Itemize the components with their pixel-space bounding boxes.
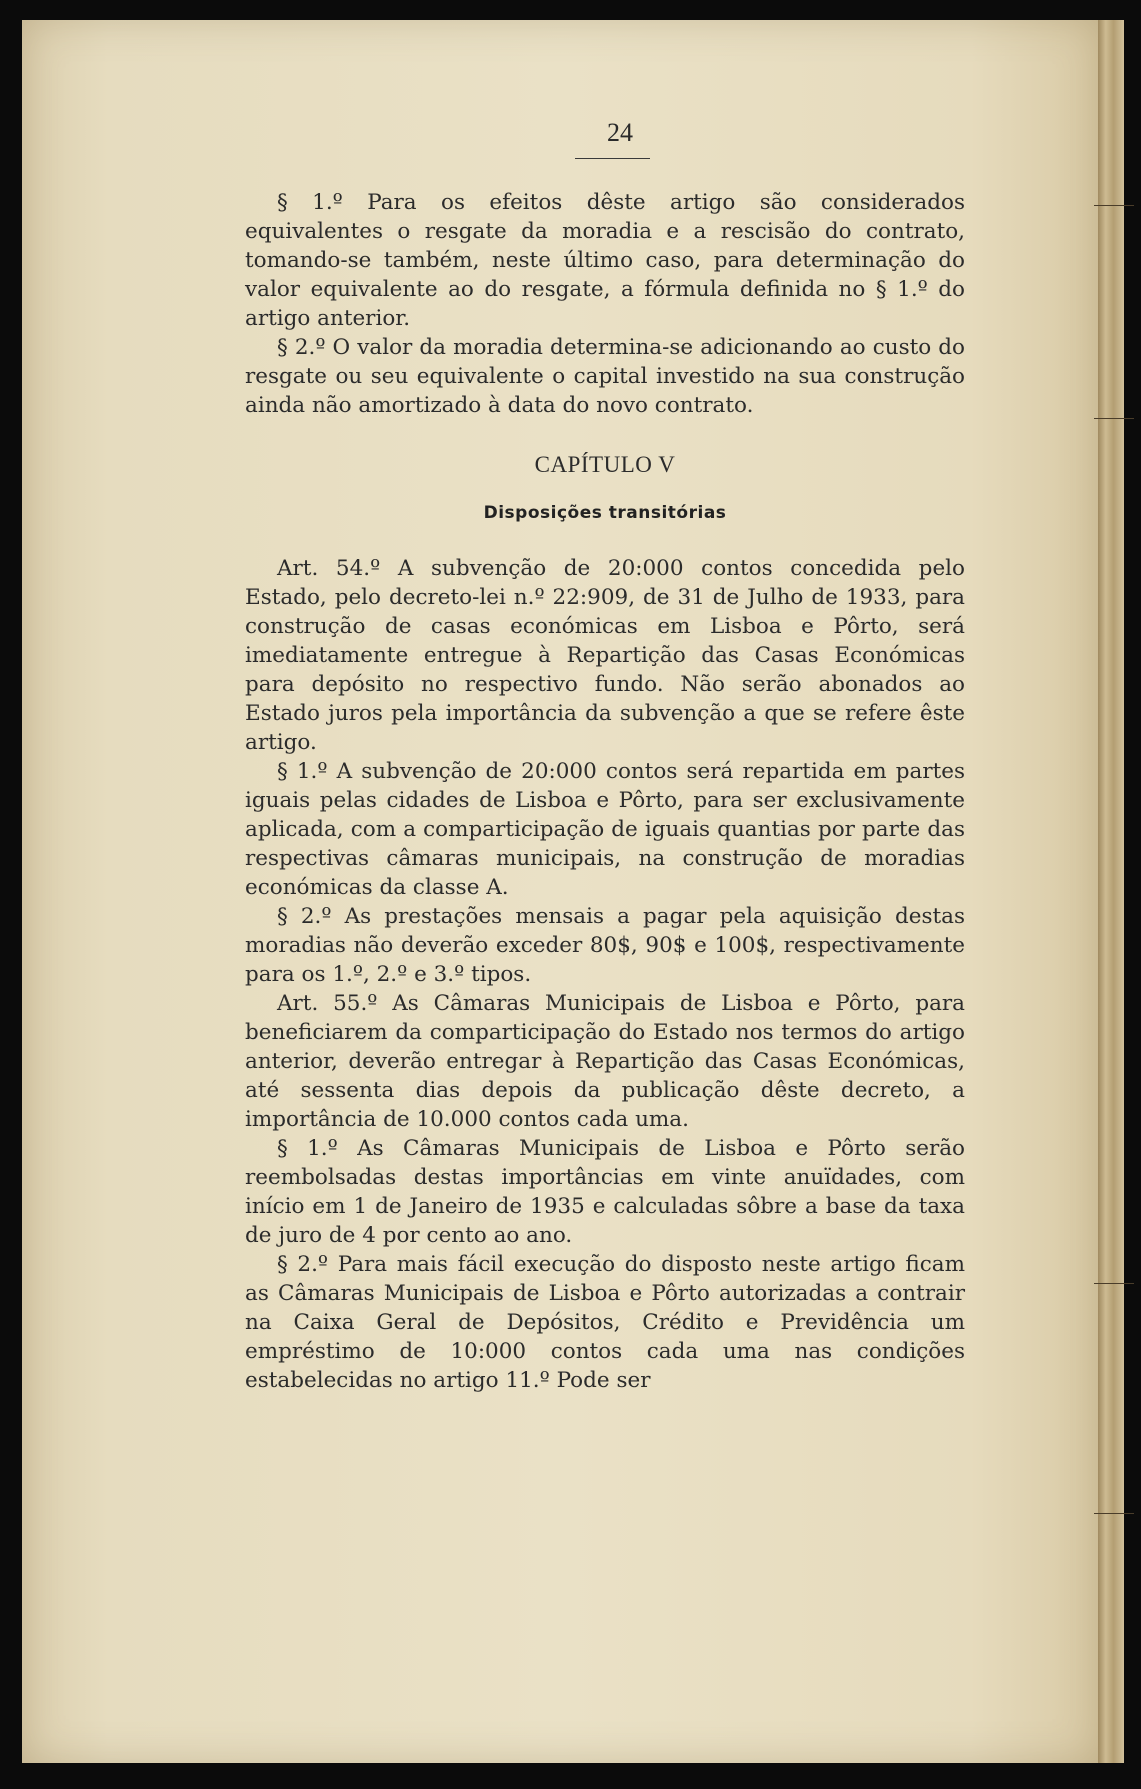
fold-mark (1094, 1513, 1134, 1514)
page-number: 24 (607, 118, 633, 147)
fold-mark (1094, 205, 1134, 206)
fold-mark (1094, 1283, 1134, 1284)
paragraph-section-1: § 1.º Para os efeitos dêste artigo são considerados equivalentes o resgate da moradia e a rescisão do contrato, tomando-se também, neste último caso, para determinação do valor equivalente ao do resgate, a fórmula definida no § 1.º do artigo anterior. (245, 190, 965, 331)
paragraph-art-54: Art. 54.º A subvenção de 20:000 contos concedida pelo Estado, pelo decreto-lei n.º 22:909, de 31 de Julho de 1933, para construção de casas económicas em Lisboa e Pôrto, será imediatamente entregue à Repartição das Casas Económicas para depósito no respectivo fundo. Não serão abonados ao Estado juros pela importância da subvenção a que se refere êste artigo. (245, 556, 965, 755)
paragraph-art-55-section-2: § 2.º Para mais fácil execução do disposto neste artigo ficam as Câmaras Municipais de Lisboa e Pôrto autorizadas a contrair na Caixa Geral de Depósitos, Crédito e Previdência um empréstimo de 10:000 contos cada uma nas condições estabelecidas no artigo 11.º Pode ser (245, 1252, 965, 1393)
paragraph-art-55: Art. 55.º As Câmaras Municipais de Lisboa e Pôrto, para beneficiarem da comparticipação do Estado nos termos do artigo anterior, deverão entregar à Repartição das Casas Económicas, até sessenta dias depois da publicação dêste decreto, a importância de 10.000 contos cada uma. (245, 991, 965, 1132)
body-text (245, 188, 965, 1395)
chapter-subtitle: Disposições transitórias (483, 503, 727, 523)
page-number-rule (575, 158, 650, 159)
paragraph-art-55-section-1: § 1.º As Câmaras Municipais de Lisboa e Pôrto serão reembolsadas destas importâncias em vinte anuïdades, com início em 1 de Janeiro de 1935 e calculadas sôbre a base da taxa de juro de 4 por cento ao ano. (245, 1136, 965, 1248)
fold-mark (1094, 418, 1134, 419)
page-fold-edge (1098, 20, 1124, 1763)
paragraph-art-54-section-1: § 1.º A subvenção de 20:000 contos será repartida em partes iguais pelas cidades de Lisboa e Pôrto, para ser exclusivamente aplicada, com a comparticipação de iguais quantias por parte das respectivas câmaras municipais, na construção de moradias económicas da classe A. (245, 759, 965, 900)
paragraph-section-2: § 2.º O valor da moradia determina-se adicionando ao custo do resgate ou seu equivalente o capital investido na sua construção ainda não amortizado à data do novo contrato. (245, 335, 965, 418)
chapter-title: CAPÍTULO V (534, 452, 676, 477)
paragraph-art-54-section-2: § 2.º As prestações mensais a pagar pela aquisição destas moradias não deverão exceder 80$, 90$ e 100$, respectivamente para os 1.º, 2.º e 3.º tipos. (245, 904, 965, 987)
